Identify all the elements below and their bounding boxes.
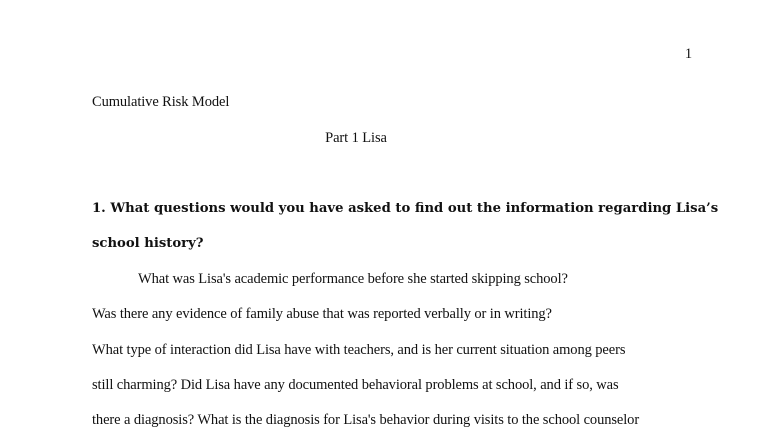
body-paragraph-line: Was there any evidence of family abuse that was reported verbally or in writing?	[92, 306, 552, 322]
body-paragraph-line: there a diagnosis? What is the diagnosis for Lisa's behavior during visits to the school counselor	[92, 412, 640, 428]
body-paragraph-line: What type of interaction did Lisa have with teachers, and is her current situation among peers	[92, 342, 626, 358]
body-paragraph-line: still charming? Did Lisa have any documented behavioral problems at school, and if so, was	[92, 377, 619, 393]
page-number: 1	[684, 46, 692, 62]
document-title: Part 1 Lisa	[325, 130, 387, 146]
body-paragraph-line: What was Lisa's academic performance before she started skipping school?	[138, 271, 568, 287]
question-line: 1. What questions would you have asked to find out the information regarding Lisa’s	[92, 201, 719, 216]
question-line: school history?	[92, 236, 204, 251]
running-head: Cumulative Risk Model	[92, 94, 230, 110]
